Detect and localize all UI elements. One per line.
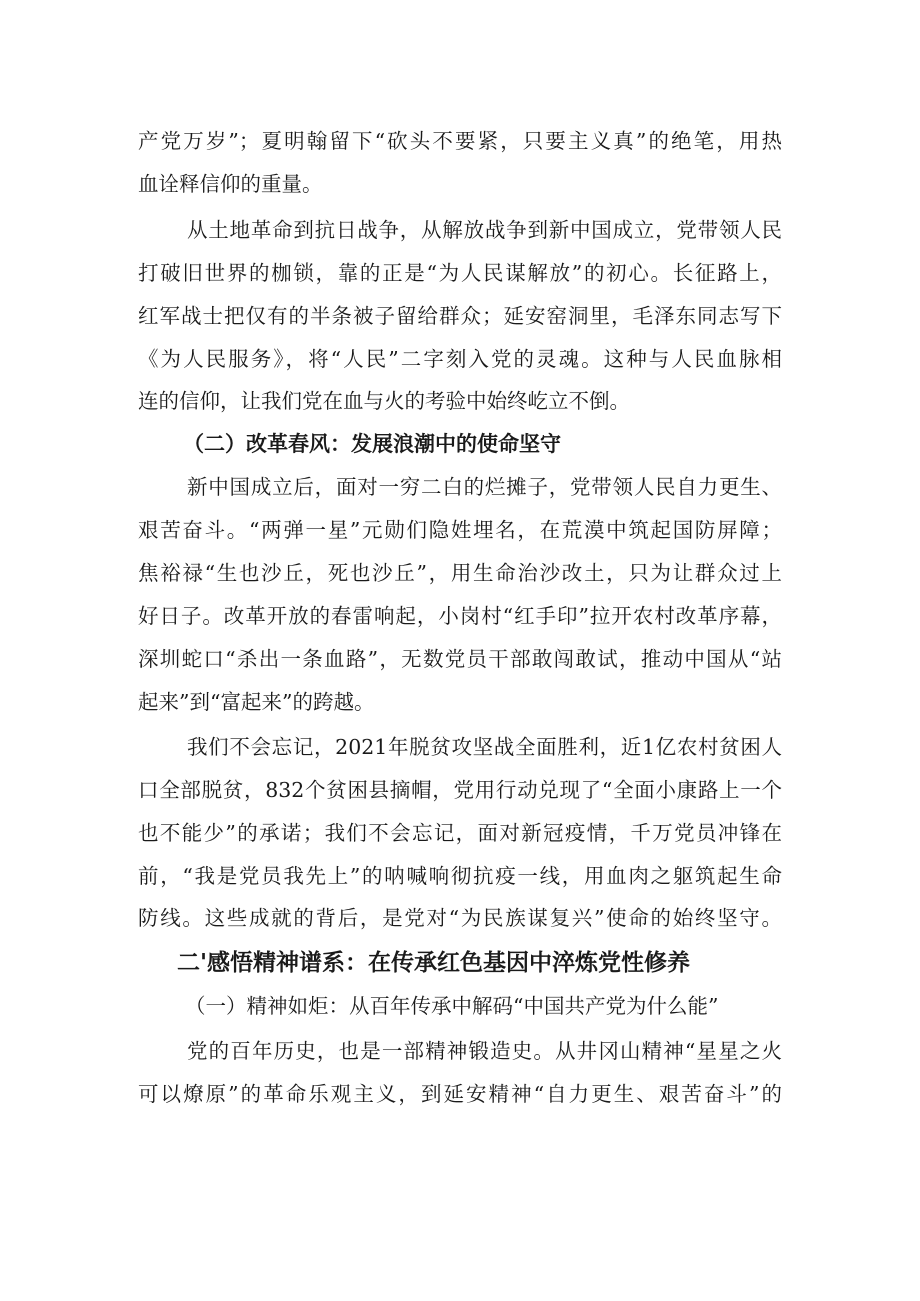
text-line: 连的信仰，让我们党在血与火的考验中始终屹立不倒。	[138, 389, 630, 413]
text-line: 可以燎原”的革命乐观主义，到延安精神“自力更生、艰苦奋斗”的	[138, 1082, 782, 1106]
text-line: 艰苦奋斗。“两弹一星”元勋们隐姓埋名，在荒漠中筑起国防屏障；	[138, 518, 782, 542]
text-line: 起来”到“富起来”的跨越。	[138, 690, 375, 714]
paragraph-start: 新中国成立后，面对一穷二白的烂摊子，党带领人民自力更生、	[187, 475, 782, 499]
text-line: 也不能少”的承诺；我们不会忘记，面对新冠疫情，千万党员冲锋在	[138, 821, 782, 845]
paragraph-start: 党的百年历史，也是一部精神锻造史。从井冈山精神“星星之火	[187, 1039, 782, 1063]
section-subheading: （一）精神如炬：从百年传承中解码“中国共产党为什么能”	[185, 994, 719, 1018]
section-heading: 二'感悟精神谱系：在传承红色基因中淬炼党性修养	[177, 950, 691, 976]
text-line: 前，“我是党员我先上”的呐喊响彻抗疫一线，用血肉之躯筑起生命	[138, 864, 782, 888]
text-line: 口全部脱贫，832个贫困县摘帽，党用行动兑现了“全面小康路上一个	[138, 778, 782, 802]
text-line: 好日子。改革开放的春雷响起，小岗村“红手印”拉开农村改革序幕，	[138, 604, 782, 628]
text-line: 打破旧世界的枷锁，靠的正是“为人民谋解放”的初心。长征路上，	[138, 261, 782, 285]
section-subheading: （二）改革春风：发展浪潮中的使命坚守	[183, 431, 561, 456]
text-line: 红军战士把仅有的半条被子留给群众；延安窑洞里，毛泽东同志写下	[138, 304, 782, 328]
text-line: 《为人民服务》，将“人民”二字刻入党的灵魂。这种与人民血脉相	[138, 347, 782, 371]
paragraph-start: 我们不会忘记，2021年脱贫攻坚战全面胜利，近1亿农村贫困人	[187, 735, 782, 759]
text-line: 焦裕禄“生也沙丘，死也沙丘”，用生命治沙改土，只为让群众过上	[138, 561, 782, 585]
text-line: 深圳蛇口“杀出一条血路”，无数党员干部敢闯敢试，推动中国从“站	[138, 647, 782, 671]
paragraph-start: 从土地革命到抗日战争，从解放战争到新中国成立，党带领人民	[187, 218, 782, 242]
text-line: 防线。这些成就的背后，是党对“为民族谋复兴”使命的始终坚守。	[138, 906, 782, 930]
text-line: 血诠释信仰的重量。	[138, 172, 323, 196]
text-line: 产党万岁”；夏明翰留下“砍头不要紧，只要主义真”的绝笔，用热	[138, 129, 782, 153]
